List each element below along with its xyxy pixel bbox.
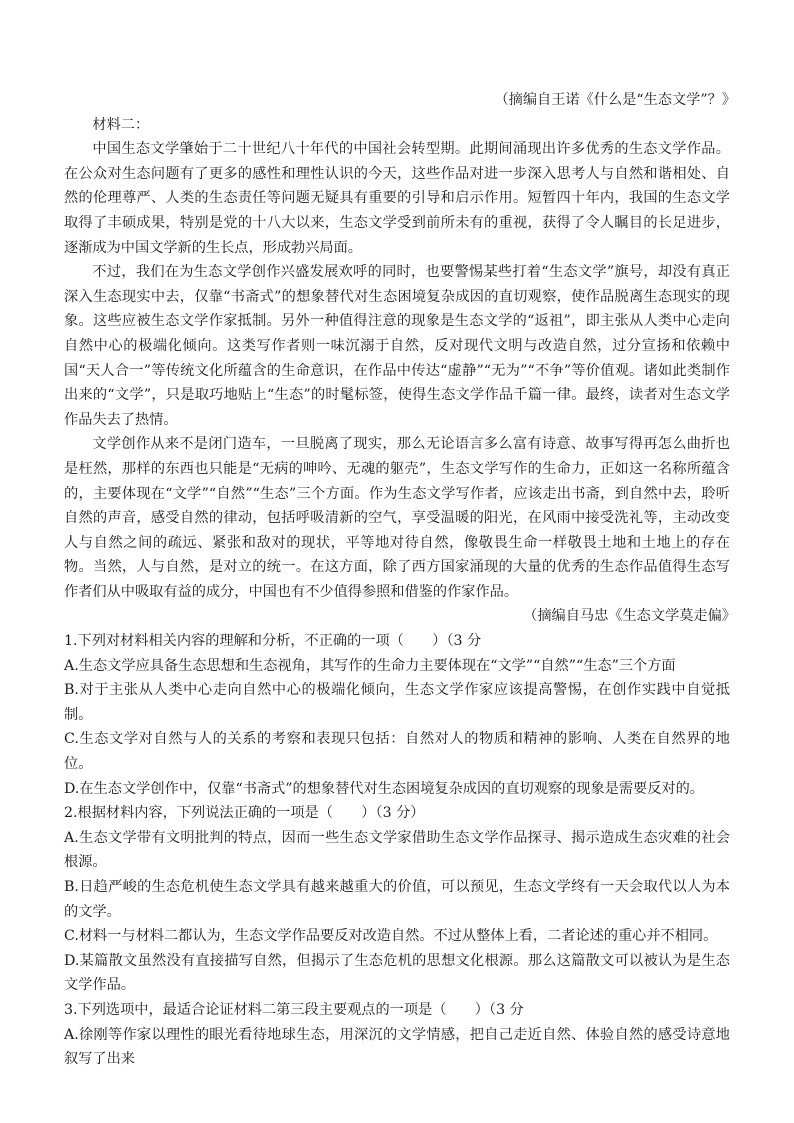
option-a: A.徐刚等作家以理性的眼光看待地球生态，用深沉的文学情感，把自己走近自然、体验自然的感受诗意地叙写了出来: [64, 1026, 730, 1068]
exam-page: [64, 88, 736, 1072]
source-citation-2: （摘编自马忠《生态文学莫走偏》: [523, 608, 736, 625]
option-c: C.生态文学对自然与人的关系的考察和表现只包括：自然对人的物质和精神的影响、人类在自然界的地位。: [64, 731, 730, 773]
material-2-paragraph-1: 中国生态文学肇始于二十世纪八十年代的中国社会转型期。此期间涌现出许多优秀的生态文学作品。在公众对生态问题有了更多的感性和理性认识的今天，这些作品对进一步深入思考人与自然和谐相处、自然的伦理尊严、人类的生态责任等问题无疑具有重要的引导和启示作用。短暂四十年内，我国的生态文学取得了丰硕成果，特别是党的十八大以来，生态文学受到前所未有的重视，获得了令人瞩目的长足进步，逐渐成为中国文学新的生长点，形成勃兴局面。: [64, 141, 730, 256]
material-2-paragraph-2: 不过，我们在为生态文学创作兴盛发展欢呼的同时，也要警惕某些打着“生态文学”旗号，却没有真正深入生态现实中去，仅靠“书斋式”的想象替代对生态困境复杂成因的直切观察，使作品脱离生态现实的现象。这些应被生态文学作家抵制。另外一种值得注意的现象是生态文学的“返祖”，即主张从人类中心走向自然中心的极端化倾向。这类写作者则一味沉溺于自然，反对现代文明与改造自然，过分宣扬和依赖中国“天人合一”等传统文化所蕴含的生命意识，在作品中传达“虚静”“无为”“不争”等价值观。诸如此类制作出来的“文学”，只是取巧地贴上“生态”的时髦标签，使得生态文学作品千篇一律。最终，读者对生态文学作品失去了热情。: [64, 264, 730, 428]
source-citation-1: （摘编自王诺《什么是“生态文学”？》: [494, 92, 736, 108]
question-3: [64, 998, 730, 1072]
question-stem: 1.下列对材料相关内容的理解和分析，不正确的一项（ ）（3 分: [64, 633, 482, 650]
option-b: B.对于主张从人类中心走向自然中心的极端化倾向，生态文学作家应该提高警惕，在创作实践中自觉抵制。: [64, 682, 730, 723]
question-stem: 3.下列选项中，最适合论证材料二第三段主要观点的一项是（ ）（3 分: [64, 1001, 524, 1018]
option-d: D.某篇散文虽然没有直接描写自然，但揭示了生态危机的思想文化根源。那么这篇散文可以被认为是生态文学作品。: [64, 952, 730, 994]
option-a: A.生态文学应具备生态思想和生态视角，其写作的生命力主要体现在“文学”“自然”“生态”三个方面: [64, 657, 676, 674]
option-a: A.生态文学带有文明批判的特点，因而一些生态文学家借助生态文学作品探寻、揭示造成生态灾难的社会根源。: [64, 829, 730, 871]
question-stem: 2.根据材料内容，下列说法正确的一项是（ ）（3 分）: [64, 805, 425, 822]
option-c: C.材料一与材料二都认为，生态文学作品要反对改造自然。不过从整体上看，二者论述的重心并不相同。: [64, 928, 718, 945]
question-1: [64, 629, 730, 801]
option-b: B.日趋严峻的生态危机使生态文学具有越来越重大的价值，可以预见，生态文学终有一天会取代以人为本的文学。: [64, 879, 730, 920]
material-2-label: 材料二：: [92, 116, 150, 133]
question-2: [64, 801, 730, 998]
option-d: D.在生态文学创作中，仅靠“书斋式”的想象替代对生态困境复杂成因的直切观察的现象是需要反对的。: [64, 780, 704, 797]
material-2-paragraph-3: 文学创作从来不是闭门造车，一旦脱离了现实，那么无论语言多么富有诗意、故事写得再怎么曲折也是枉然，那样的东西也只能是“无病的呻吟、无魂的躯壳”，生态文学写作的生命力，正如这一名称所蕴含的，主要体现在“文学”“自然”“生态”三个方面。作为生态文学写作者，应该走出书斋，到自然中去，聆听自然的声音，感受自然的律动，包括呼吸清新的空气，享受温暖的阳光，在风雨中接受洗礼等，主动改变人与自然之间的疏远、紧张和敌对的现状，平等地对待自然，像敬畏生命一样敬畏土地和土地上的存在物。当然，人与自然，是对立的统一。在这方面，除了西方国家涌现的大量的优秀的生态作品值得生态写作者们从中吸取有益的成分，中国也有不少值得参照和借鉴的作家作品。: [64, 436, 730, 600]
